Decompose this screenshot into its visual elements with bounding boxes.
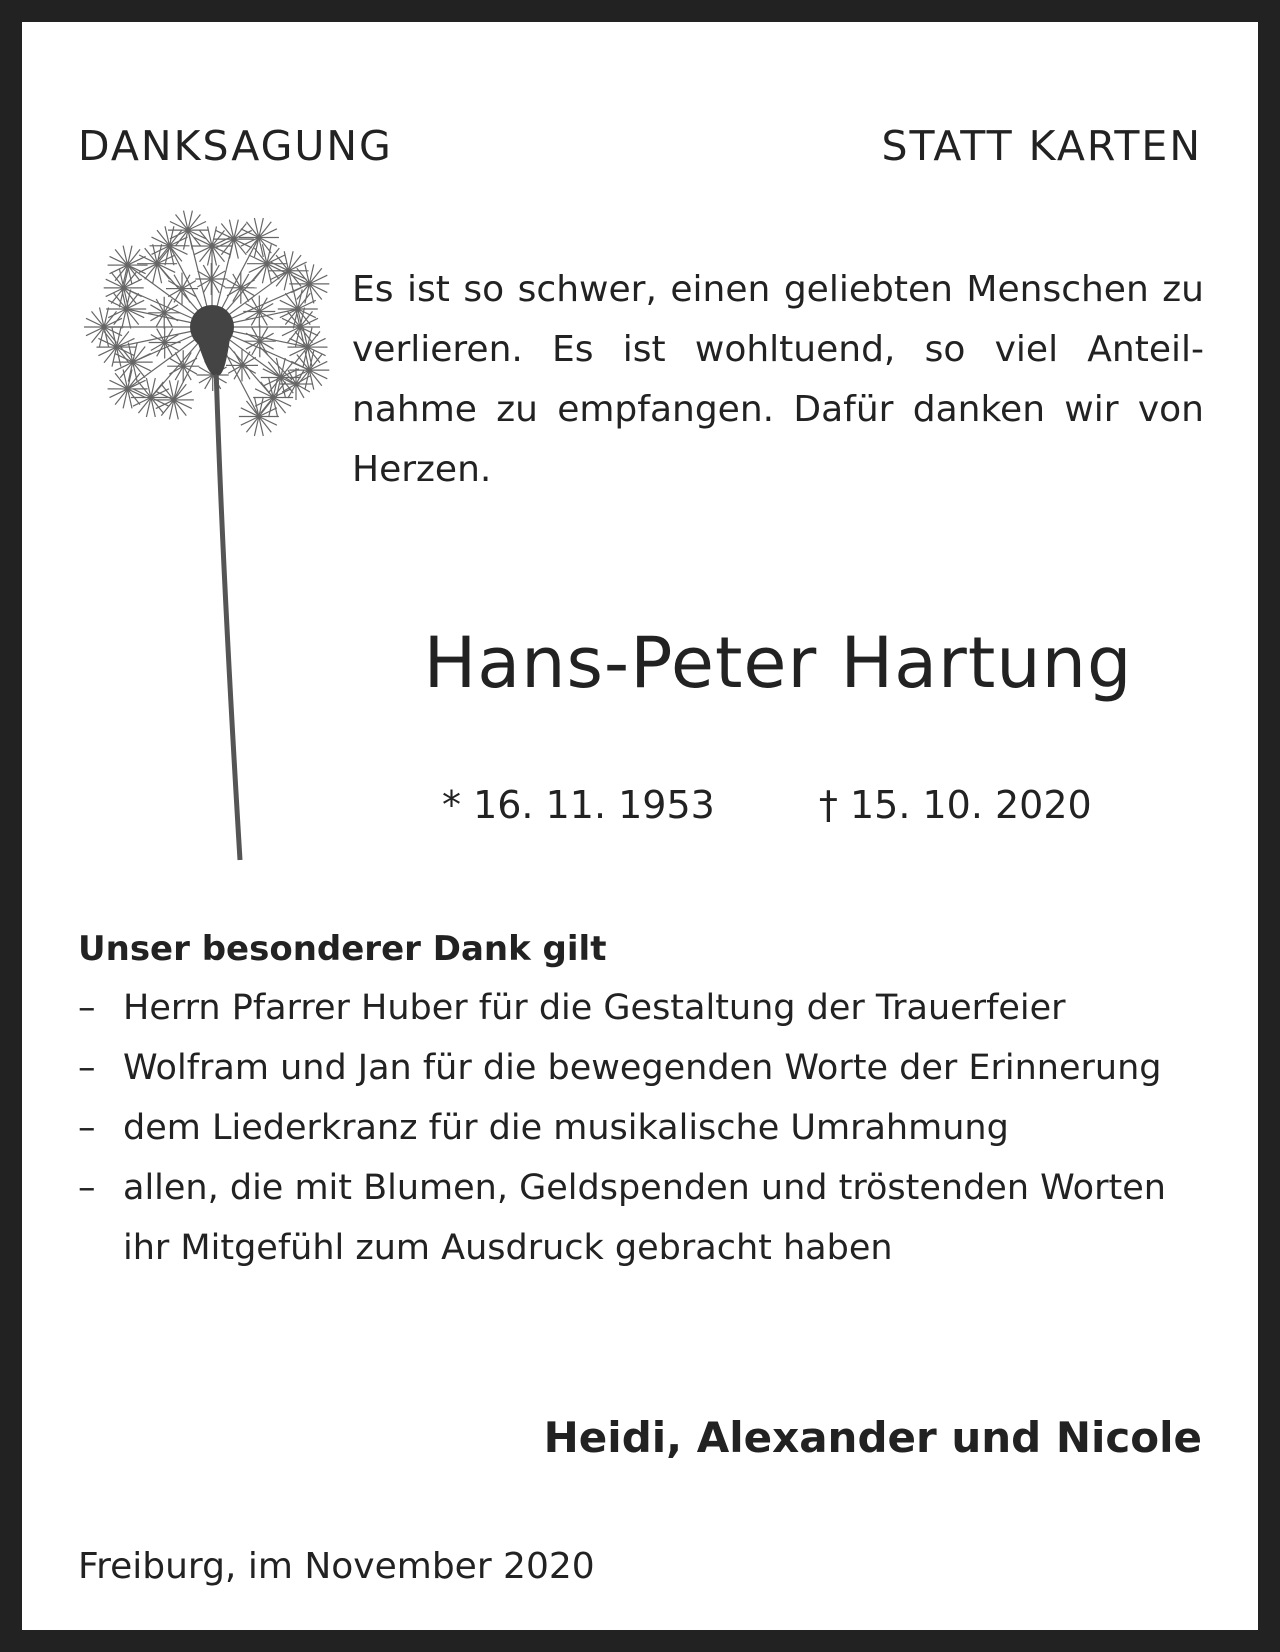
signed-by: Heidi, Alexander und Nicole bbox=[543, 1413, 1202, 1462]
list-item-text: Wolfram und Jan für die bewegenden Worte der Erinnerung bbox=[123, 1048, 1162, 1088]
condolence-quote: Es ist so schwer, einen geliebten Menschen zu verlieren. Es ist wohltuend, so viel Anteil-nahme zu empfangen. Dafür danken wir von Herzen. bbox=[352, 269, 1204, 490]
thanks-list bbox=[78, 978, 1198, 1278]
list-item-text: allen, die mit Blumen, Geldspenden und tröstenden Worten ihr Mitgefühl zum Ausdruck gebracht haben bbox=[123, 1168, 1166, 1268]
header-danksagung: DANKSAGUNG bbox=[78, 122, 393, 170]
list-item-text: dem Liederkranz für die musikalische Umrahmung bbox=[123, 1108, 1009, 1148]
place-date: Freiburg, im November 2020 bbox=[78, 1546, 595, 1587]
dash-marker: – bbox=[78, 1048, 96, 1088]
list-item bbox=[78, 978, 1198, 1038]
dash-marker: – bbox=[78, 988, 96, 1028]
dash-marker: – bbox=[78, 1168, 96, 1208]
birth-date: * 16. 11. 1953 bbox=[442, 783, 715, 827]
obituary-card bbox=[22, 22, 1258, 1630]
list-item bbox=[78, 1038, 1198, 1098]
dandelion-icon bbox=[70, 142, 350, 862]
life-dates bbox=[442, 780, 1142, 830]
list-item bbox=[78, 1098, 1198, 1158]
death-date: † 15. 10. 2020 bbox=[818, 783, 1092, 827]
deceased-name: Hans-Peter Hartung bbox=[423, 622, 1133, 704]
list-item bbox=[78, 1158, 1198, 1278]
thanks-heading: Unser besonderer Dank gilt bbox=[78, 929, 607, 969]
list-item-text: Herrn Pfarrer Huber für die Gestaltung der Trauerfeier bbox=[123, 988, 1066, 1028]
dash-marker: – bbox=[78, 1108, 96, 1148]
header-statt-karten: STATT KARTEN bbox=[881, 122, 1202, 170]
